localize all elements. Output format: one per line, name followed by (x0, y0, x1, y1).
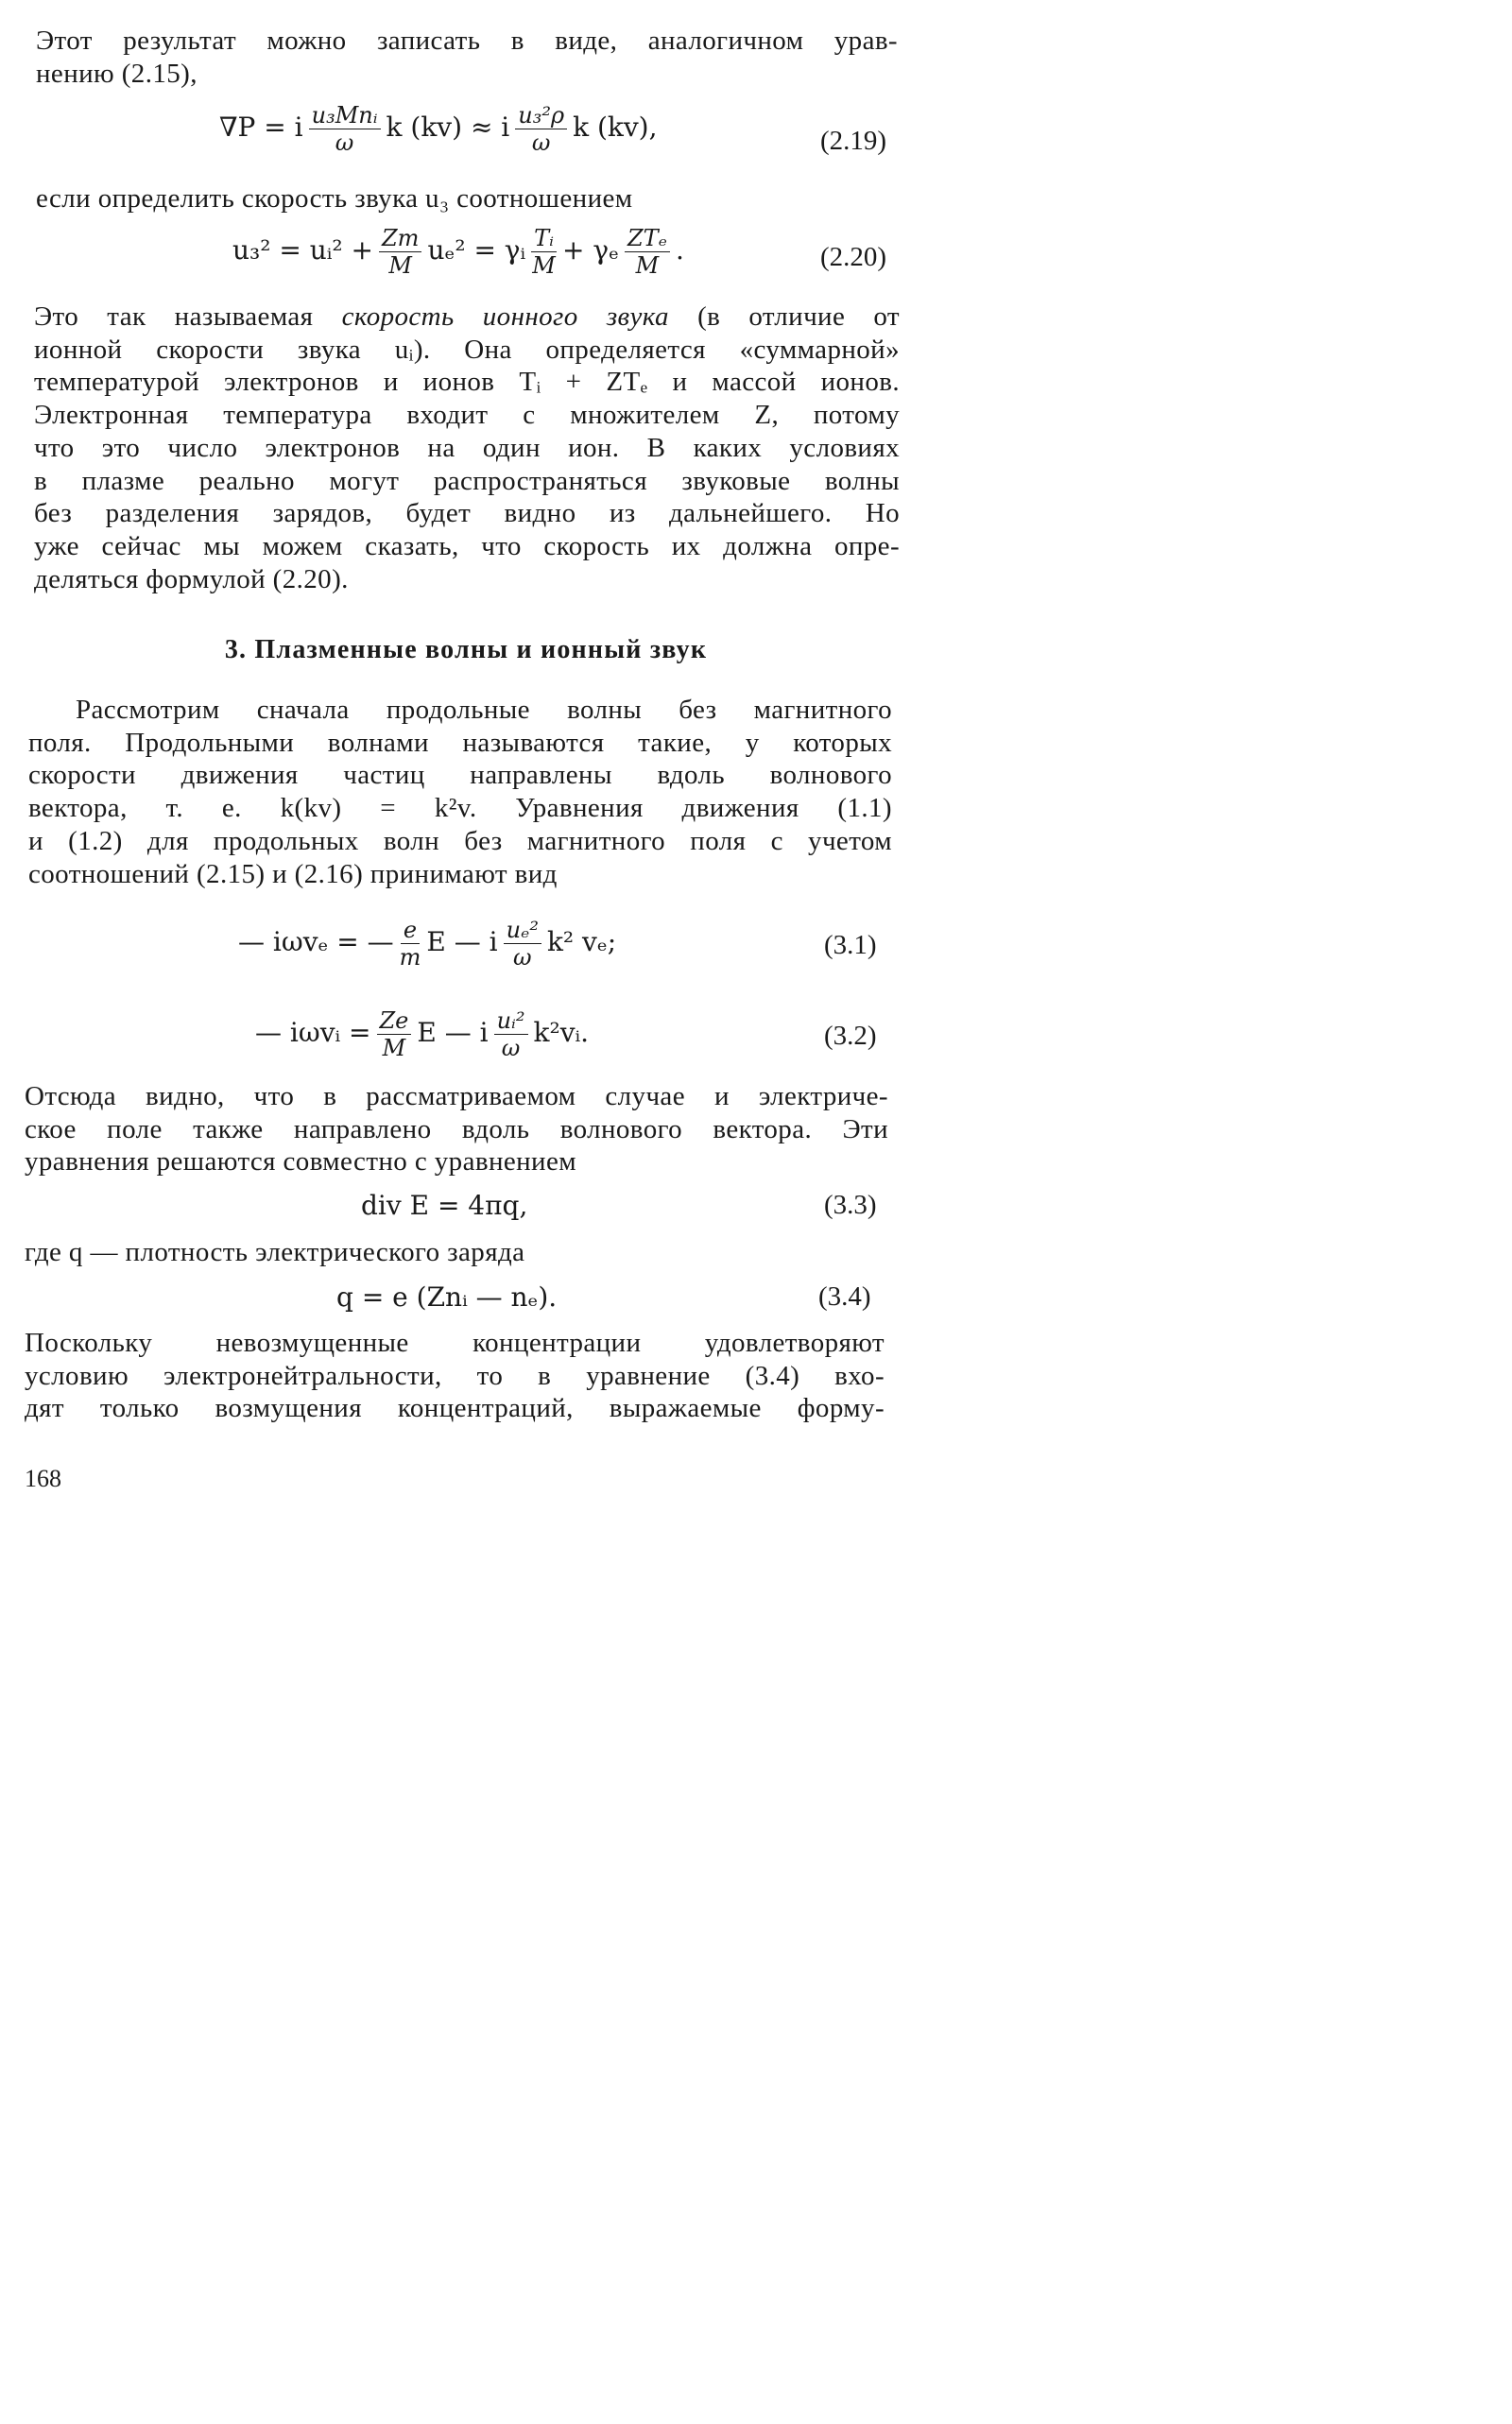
fraction-numerator: u₃²ρ (515, 102, 567, 129)
text-line: температурой электронов и ионов Tᵢ + ZTₑ и массой ионов. (34, 367, 900, 398)
text-line: соотношений (2.15) и (2.16) принимают вид (28, 858, 558, 889)
section-heading: 3. Плазменные волны и ионный звук (224, 635, 708, 664)
paragraph-electric-field (25, 1080, 888, 1178)
fraction (379, 225, 421, 279)
text-line: что это число электронов на один ион. В каких условиях (34, 432, 900, 463)
eq-middle: E — i (426, 926, 498, 957)
eq-lhs: — iωvₑ = — (238, 926, 394, 957)
text-line: уже сейчас мы можем сказать, что скорость их должна опре- (34, 530, 900, 561)
fraction (625, 225, 670, 279)
condition-line (36, 182, 886, 215)
equation-number: (3.4) (818, 1281, 871, 1312)
text-line: Отсюда видно, что в рассматриваемом случае и электриче- (25, 1081, 888, 1111)
text-line: ионной скорости звука uᵢ). Она определяется «суммарной» (34, 334, 900, 365)
page-number: 168 (25, 1465, 61, 1492)
fraction-numerator: ZTₑ (625, 225, 670, 252)
fraction-numerator: Zm (379, 225, 421, 252)
eq-middle: uₑ² = γᵢ (427, 234, 526, 266)
text-line: ское поле также направлено вдоль волнового вектора. Эти (25, 1113, 888, 1144)
fraction-denominator: m (399, 944, 421, 971)
equation-number: (3.3) (824, 1190, 877, 1220)
fraction (309, 102, 381, 156)
charge-density-line (25, 1236, 781, 1269)
text-line: дят только возмущения концентраций, выражаемые форму- (25, 1393, 885, 1424)
text-line: уравнения решаются совместно с уравнением (25, 1146, 576, 1178)
text-line: скорости движения частиц направлены вдоль волнового (28, 760, 892, 791)
text-span: Это так называемая (34, 301, 342, 332)
text-span: (в отличие от (668, 301, 900, 332)
text-line: Поскольку невозмущенные концентрации удовлетворяют (25, 1328, 885, 1358)
fraction-numerator: u₃Mnᵢ (309, 102, 381, 129)
equation-3-1 (238, 917, 616, 971)
equation-3-2 (255, 1007, 589, 1061)
eq-rhs: k (kv), (573, 112, 658, 143)
paragraph-neutrality (25, 1327, 885, 1425)
paragraph-ion-sound (34, 301, 900, 595)
fraction-numerator: e (401, 917, 420, 944)
fraction (531, 225, 557, 279)
fraction-denominator: ω (501, 1035, 521, 1061)
text-line: без разделения зарядов, будет видно из дальнейшего. Но (34, 498, 900, 529)
text-line: вектора, т. е. k(kv) = k²v. Уравнения движения (1.1) (28, 793, 892, 824)
fraction (515, 102, 567, 156)
text-line: поля. Продольными волнами называются такие, у которых (28, 727, 892, 758)
equation-number: (3.1) (824, 930, 877, 960)
equation-3-3: div E = 4πq, (361, 1190, 528, 1221)
text-line: Электронная температура входит с множителем Z, потому (34, 400, 900, 431)
intro-paragraph (36, 25, 898, 90)
text-line: условию электронейтральности, то в уравнение (3.4) вхо- (25, 1360, 885, 1391)
text-line (34, 301, 900, 334)
equation-2-19 (219, 102, 657, 156)
text-line: нению (2.15), (36, 58, 198, 89)
eq-rhs: k² vₑ; (546, 926, 617, 957)
text-line: в плазме реально могут распространяться звуковые волны (34, 465, 900, 496)
fraction-denominator: M (635, 252, 660, 279)
fraction-denominator: ω (335, 129, 354, 156)
fraction (494, 1007, 528, 1061)
text-line: Рассмотрим сначала продольные волны без магнитного (76, 695, 892, 725)
equation-number: (3.2) (824, 1021, 877, 1051)
eq-lhs: — iωvᵢ = (255, 1017, 371, 1048)
eq-end: . (675, 234, 684, 266)
fraction-numerator: Ze (377, 1007, 412, 1035)
book-page (0, 0, 922, 1512)
fraction-denominator: M (382, 1035, 406, 1061)
emphasis-term: скорость ионного звука (341, 301, 669, 332)
fraction-denominator: M (388, 252, 412, 279)
fraction (504, 917, 541, 971)
eq-middle: k (kv) ≈ i (386, 112, 510, 143)
fraction-numerator: Tᵢ (531, 225, 557, 252)
text-line: и (1.2) для продольных волн без магнитного поля с учетом (28, 825, 892, 856)
text-line: деляться формулой (2.20). (34, 563, 349, 594)
eq-middle: E — i (417, 1017, 489, 1048)
paragraph-longitudinal-waves (28, 694, 892, 890)
eq-rhs: k²vᵢ. (533, 1017, 590, 1048)
fraction-denominator: ω (531, 129, 551, 156)
equation-number: (2.19) (820, 126, 887, 156)
fraction (377, 1007, 412, 1061)
fraction-denominator: ω (512, 944, 532, 971)
eq-lhs: ∇P = i (219, 112, 303, 143)
eq-plus: + γₑ (562, 234, 619, 266)
equation-2-20 (232, 225, 684, 279)
fraction-numerator: uₑ² (504, 917, 541, 944)
text-line: где q — плотность электрического заряда (25, 1237, 525, 1267)
equation-number: (2.20) (820, 242, 887, 272)
fraction-denominator: M (532, 252, 556, 279)
equation-3-4: q = e (Znᵢ — nₑ). (336, 1281, 558, 1313)
eq-lhs: u₃² = uᵢ² + (232, 234, 373, 266)
text-line: Этот результат можно записать в виде, аналогичном урав- (36, 26, 898, 56)
fraction (400, 917, 421, 971)
fraction-numerator: uᵢ² (494, 1007, 528, 1035)
text-line: если определить скорость звука u₃ соотношением (36, 183, 633, 214)
